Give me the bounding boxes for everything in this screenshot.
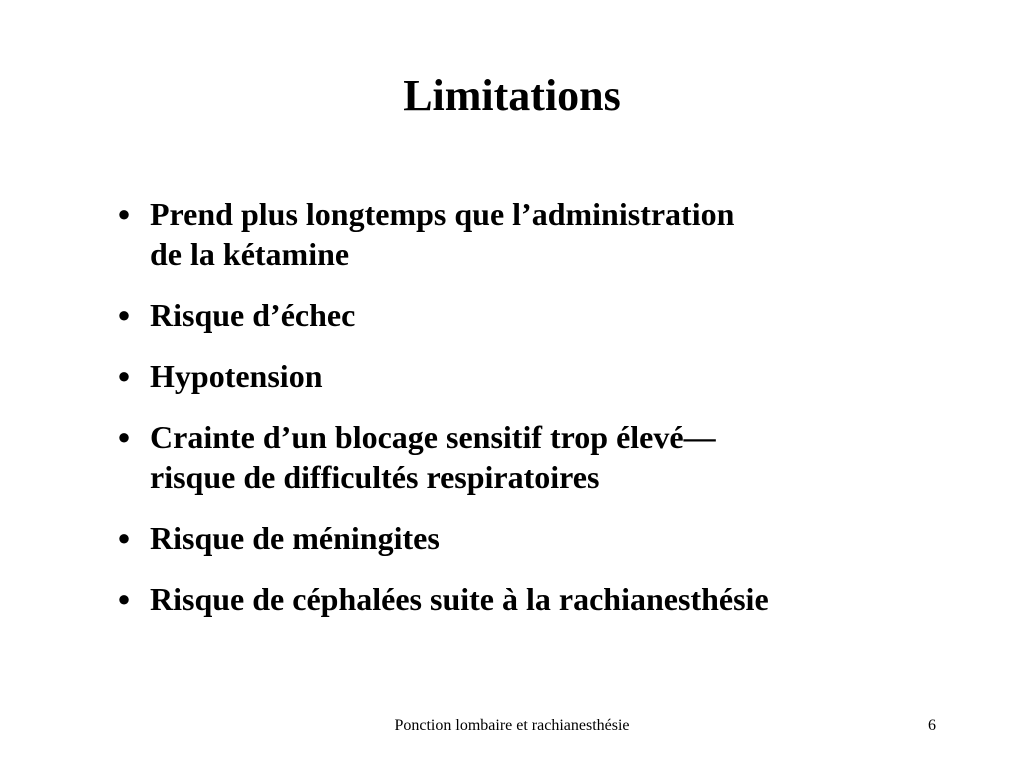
slide-title: Limitations xyxy=(403,71,621,120)
bullet-icon: ● xyxy=(117,302,131,327)
bullet-item xyxy=(114,194,944,274)
bullet-item xyxy=(114,518,944,558)
bullet-text-line: Risque d’échec xyxy=(150,297,356,333)
bullet-text-line: Risque de céphalées suite à la rachianesthésie xyxy=(150,581,769,617)
bullet-list xyxy=(114,194,944,640)
bullet-text-line: de la kétamine xyxy=(150,236,350,272)
bullet-icon: ● xyxy=(117,201,131,226)
bullet-icon: ● xyxy=(117,586,131,611)
bullet-text-line: risque de difficultés respiratoires xyxy=(150,459,600,495)
bullet-item xyxy=(114,295,944,335)
bullet-text-line: Crainte d’un blocage sensitif trop élevé— xyxy=(150,419,716,455)
page-number: 6 xyxy=(928,717,936,734)
footer-title: Ponction lombaire et rachianesthésie xyxy=(394,717,630,734)
bullet-item xyxy=(114,417,944,497)
bullet-icon: ● xyxy=(117,424,131,449)
bullet-text-line: Hypotension xyxy=(150,358,323,394)
bullet-icon: ● xyxy=(117,363,131,388)
bullet-item xyxy=(114,579,944,619)
bullet-text-line: Risque de méningites xyxy=(150,520,440,556)
bullet-item xyxy=(114,356,944,396)
bullet-icon: ● xyxy=(117,525,131,550)
bullet-text-line: Prend plus longtemps que l’administration xyxy=(150,196,735,232)
